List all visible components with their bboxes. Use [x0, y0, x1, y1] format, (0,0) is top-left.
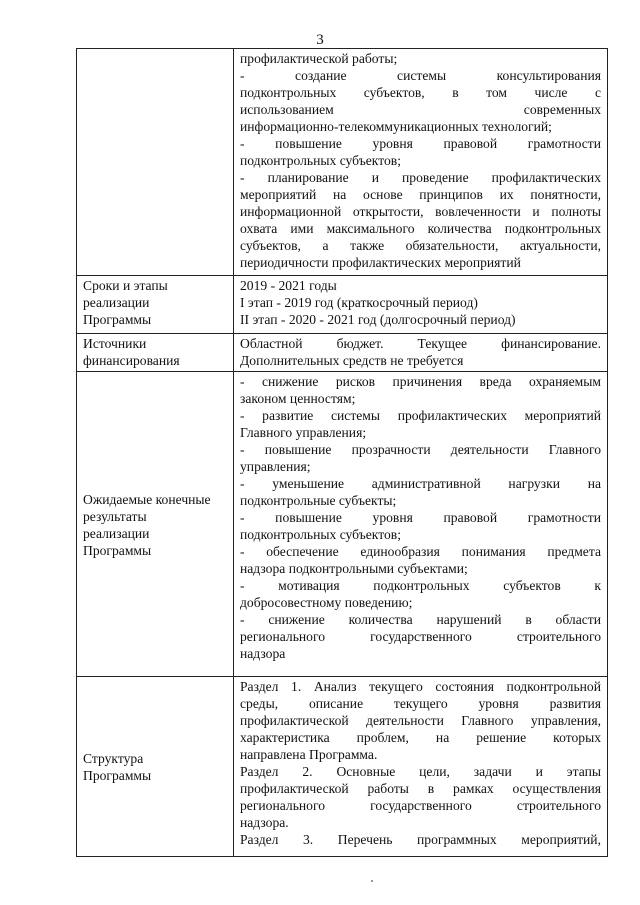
content-line: 2019 - 2021 годы — [240, 278, 337, 293]
scan-dot — [371, 880, 373, 882]
row-label-cell — [77, 49, 234, 276]
content-line: информационно-телекоммуникационных технологий; — [240, 119, 552, 134]
row-label-line: Программы — [83, 542, 152, 558]
content-line: добросовестному поведению; — [240, 595, 413, 610]
content-line: профилактической деятельности Главного управления, — [240, 713, 601, 728]
content-line: управления; — [240, 459, 311, 474]
row-label-line: Программы — [83, 312, 152, 327]
table-row — [77, 276, 608, 334]
row-label-line: реализации — [83, 295, 150, 310]
content-line: - развитие системы профилактических мероприятий — [240, 408, 601, 423]
content-line: законом ценностям; — [240, 391, 356, 406]
row-content-cell — [234, 334, 608, 372]
row-content-cell — [234, 677, 608, 857]
content-line: - повышение уровня правовой грамотности — [240, 136, 601, 151]
content-line: подконтрольных субъектов, в том числе с — [240, 85, 601, 100]
content-line: подконтрольные субъекты; — [240, 493, 397, 508]
row-label-line: финансирования — [83, 353, 180, 368]
content-line: II этап - 2020 - 2021 год (долгосрочный период) — [240, 312, 516, 327]
table-row — [77, 49, 608, 276]
content-line: надзора — [240, 646, 286, 661]
row-content-cell — [234, 49, 608, 276]
row-label-cell — [77, 677, 234, 857]
row-label-line: результаты — [83, 508, 147, 524]
row-label-cell — [77, 334, 234, 372]
row-label-line: Программы — [83, 768, 152, 783]
content-line: I этап - 2019 год (краткосрочный период) — [240, 295, 478, 310]
row-content-cell — [234, 276, 608, 334]
table-row — [77, 677, 608, 857]
content-line: направлена Программа. — [240, 747, 378, 762]
content-line: профилактической работы в рамках осуществления — [240, 781, 601, 796]
content-line: Раздел 3. Перечень программных мероприятий, — [240, 832, 601, 847]
content-line: - мотивация подконтрольных субъектов к — [240, 578, 601, 593]
table-row — [77, 372, 608, 677]
row-label-line: Сроки и этапы — [83, 278, 168, 293]
content-line: периодичности профилактических мероприятий — [240, 255, 521, 270]
content-line: Главного управления; — [240, 425, 367, 440]
row-label-line: реализации — [83, 525, 150, 541]
content-line: подконтрольных субъектов; — [240, 527, 401, 542]
row-label-cell — [77, 372, 234, 677]
row-content-cell — [234, 372, 608, 677]
content-line: надзора подконтрольными субъектами; — [240, 561, 468, 576]
content-line: характеристика проблем, на решение которых — [240, 730, 601, 745]
content-line: - снижение рисков причинения вреда охраняемым — [240, 374, 601, 389]
content-line: информационной открытости, вовлеченности и полноты — [240, 204, 601, 219]
content-line: - повышение уровня правовой грамотности — [240, 510, 601, 525]
content-line: регионального государственного строительного — [240, 629, 601, 644]
content-line: Раздел 1. Анализ текущего состояния подконтрольной — [240, 679, 601, 694]
content-line: мероприятий на основе принципов их понятности, — [240, 187, 601, 202]
table-row — [77, 334, 608, 372]
content-line: Областной бюджет. Текущее финансирование. — [240, 336, 601, 351]
content-line: профилактической работы; — [240, 51, 398, 66]
content-line: субъектов, а также обязательности, актуальности, — [240, 238, 601, 253]
row-label-line: Структура — [83, 751, 144, 766]
row-label-line: Источники — [83, 336, 147, 351]
content-line: Раздел 2. Основные цели, задачи и этапы — [240, 764, 601, 779]
page-number: 3 — [316, 32, 324, 48]
content-line: Дополнительных средств не требуется — [240, 353, 464, 368]
row-label-line: Ожидаемые конечные — [83, 491, 211, 507]
content-line: регионального государственного строительного — [240, 798, 601, 813]
content-line: надзора. — [240, 815, 289, 830]
content-line: - планирование и проведение профилактических — [240, 170, 601, 185]
content-line: - обеспечение единообразия понимания предмета — [240, 544, 601, 559]
content-line: охвата ими максимального количества подконтрольных — [240, 221, 601, 236]
content-line: использованием современных — [240, 102, 601, 117]
program-passport-table — [76, 48, 608, 857]
row-label-cell — [77, 276, 234, 334]
content-line: - снижение количества нарушений в области — [240, 612, 601, 627]
content-line: - уменьшение административной нагрузки на — [240, 476, 601, 491]
table-body — [77, 49, 608, 857]
content-line: - повышение прозрачности деятельности Главного — [240, 442, 601, 457]
content-line: подконтрольных субъектов; — [240, 153, 401, 168]
content-line: - создание системы консультирования — [240, 68, 601, 83]
content-line: среды, описание текущего уровня развития — [240, 696, 601, 711]
